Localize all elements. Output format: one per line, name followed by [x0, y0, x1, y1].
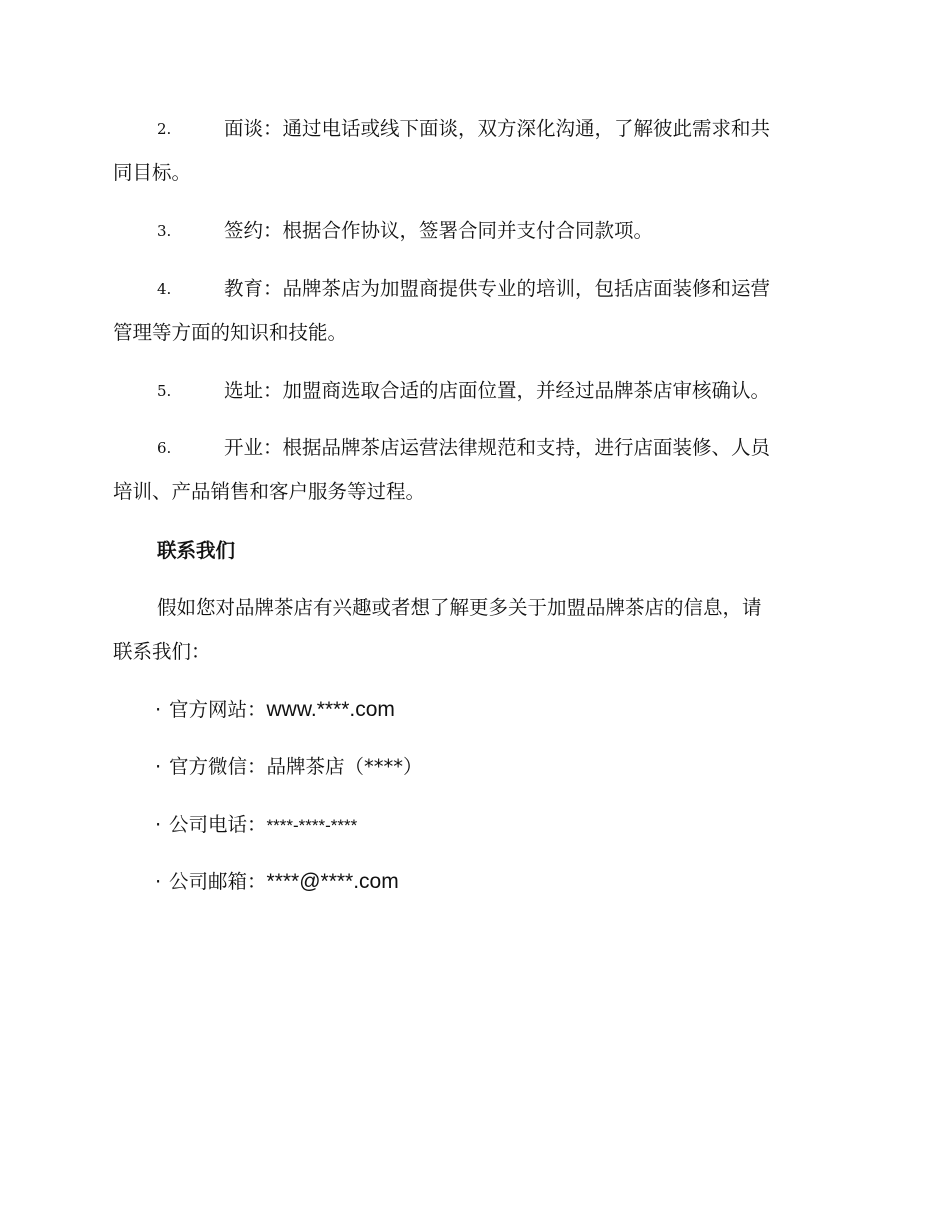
step-text: 选址：加盟商选取合适的店面位置，并经过品牌茶店审核确认。	[224, 379, 771, 402]
step-text: 签约：根据合作协议，签署合同并支付合同款项。	[224, 219, 654, 242]
section-heading: 联系我们	[157, 539, 236, 562]
contact-intro: 假如您对品牌茶店有兴趣或者想了解更多关于加盟品牌茶店的信息，请	[157, 596, 762, 619]
contact-item-email	[155, 867, 399, 897]
bullet-icon: ·	[155, 755, 162, 778]
step-text: 面谈：通过电话或线下面谈，双方深化沟通，了解彼此需求和共	[224, 117, 771, 140]
contact-value: ****-****-****	[266, 816, 358, 835]
contact-label: 官方微信：	[169, 755, 267, 778]
step-text: 开业：根据品牌茶店运营法律规范和支持，进行店面装修、人员	[224, 436, 771, 459]
contact-item-wechat	[155, 752, 423, 782]
step-number: 2.	[157, 120, 172, 138]
contact-intro-continuation: 联系我们：	[113, 640, 211, 663]
step-text-continuation: 培训、产品销售和客户服务等过程。	[113, 480, 426, 503]
step-number: 4.	[157, 280, 172, 298]
bullet-icon: ·	[155, 870, 162, 893]
bullet-icon: ·	[155, 813, 162, 836]
contact-item-phone	[155, 810, 357, 841]
bullet-icon: ·	[155, 698, 162, 721]
contact-label: 公司邮箱：	[169, 870, 267, 893]
contact-value: www.****.com	[266, 698, 395, 721]
step-text-continuation: 管理等方面的知识和技能。	[113, 321, 348, 344]
step-number: 6.	[157, 439, 172, 457]
step-number: 5.	[157, 382, 172, 400]
contact-item-website	[155, 695, 395, 725]
contact-value: 品牌茶店（****）	[266, 755, 423, 778]
step-text-continuation: 同目标。	[113, 161, 192, 184]
contact-label: 公司电话：	[169, 813, 267, 836]
contact-value: ****@****.com	[266, 870, 399, 893]
step-text: 教育：品牌茶店为加盟商提供专业的培训，包括店面装修和运营	[224, 277, 771, 300]
contact-label: 官方网站：	[169, 698, 267, 721]
step-number: 3.	[157, 222, 172, 240]
